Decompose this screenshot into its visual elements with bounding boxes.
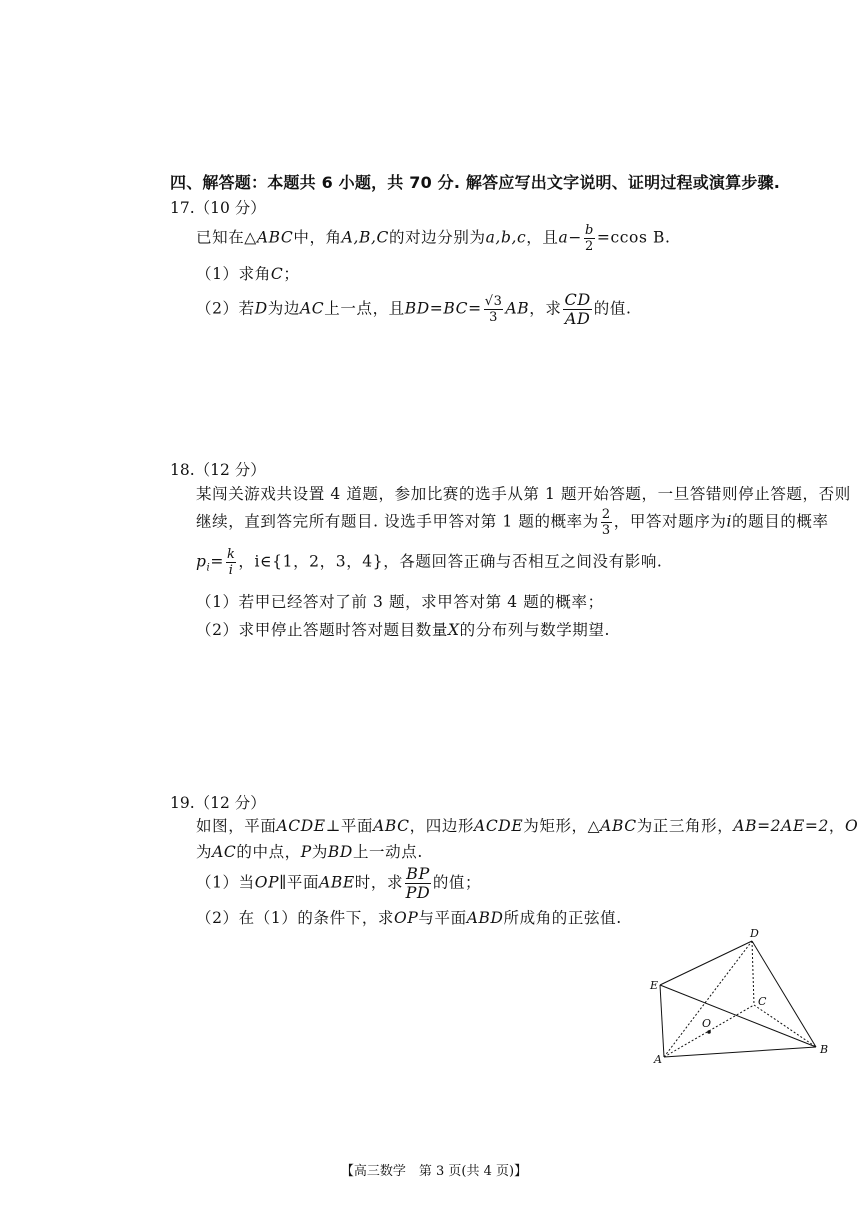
edge-ea [660, 985, 664, 1057]
q17-fraction-cd-over-ad: $\frac{CD}{AD}$ [564, 290, 591, 328]
q19-part1: （1）当OP∥平面ABE时，求 $\frac{BP}{PD}$ 的值； [196, 864, 482, 902]
edge-eb [660, 985, 816, 1047]
q17-fraction-b-over-2: $\frac{b}{2}$ [584, 223, 594, 254]
section-header: 四、解答题：本题共 6 小题，共 70 分. 解答应写出文字说明、证明过程或演算步骤. [170, 173, 781, 192]
geometry-figure [640, 925, 840, 1070]
edge-ad [664, 941, 752, 1057]
q17-part1: （1）求角C； [196, 265, 300, 283]
q18-heading: 18.（12 分） [170, 461, 266, 479]
edge-db [752, 941, 816, 1047]
edge-de [660, 941, 752, 985]
q19-fraction-bp-over-pd: $\frac{BP}{PD}$ [405, 864, 431, 902]
q18-line1: 某闯关游戏共设置 4 道题，参加比赛的选手从第 1 题开始答题，一旦答错则停止答题，否则 [196, 485, 851, 503]
q18-line2: 继续，直到答完所有题目. 设选手甲答对第 1 题的概率为 $\frac{2}{3}$ ，甲答对题序为i的题目的概率 [196, 507, 829, 538]
q18-line3: $p_i=$ $\frac{k}{i}$ ，i∈{1，2，3，4}，各题回答正确与否相互之间没有影响. [196, 547, 663, 578]
point-o [707, 1030, 711, 1034]
q17-fraction-sqrt3-over-3: $\frac{√3}{3}$ [484, 294, 503, 325]
q18-fraction-k-over-i: $\frac{k}{i}$ [226, 547, 236, 578]
label-a: A [654, 1053, 662, 1066]
q19-heading: 19.（12 分） [170, 794, 266, 812]
q19-line1: 如图，平面ACDE⊥平面ABC，四边形ACDE为矩形，△ABC为正三角形，AB=2AE=2，O [196, 817, 859, 835]
edge-ab [664, 1047, 816, 1057]
q17-heading: 17.（10 分） [170, 199, 266, 217]
edge-dc [752, 941, 754, 1005]
label-d: D [750, 927, 759, 940]
label-c: C [758, 995, 767, 1008]
page-footer: 【高三数学 第 3 页(共 4 页)】 [340, 1164, 528, 1179]
label-b: B [820, 1043, 829, 1056]
label-o: O [702, 1017, 712, 1030]
q18-part2: （2）求甲停止答题时答对题目数量X的分布列与数学期望. [196, 621, 611, 639]
q17-statement: 已知在△ABC中，角A,B,C的对边分别为a,b,c，且a− $\frac{b}{2}$ =ccos B. [196, 223, 671, 254]
q18-fraction-2-over-3: $\frac{2}{3}$ [601, 507, 611, 538]
q18-part1: （1）若甲已经答对了前 3 题，求甲答对第 4 题的概率； [196, 593, 604, 611]
q17-part2: （2）若D为边AC上一点，且BD=BC= $\frac{√3}{3}$ AB，求 $\frac{CD}{AD}$ 的值. [196, 290, 632, 328]
label-e: E [650, 979, 659, 992]
q19-line2: 为AC的中点，P为BD上一动点. [196, 843, 423, 861]
q19-part2: （2）在（1）的条件下，求OP与平面ABD所成角的正弦值. [196, 909, 622, 927]
